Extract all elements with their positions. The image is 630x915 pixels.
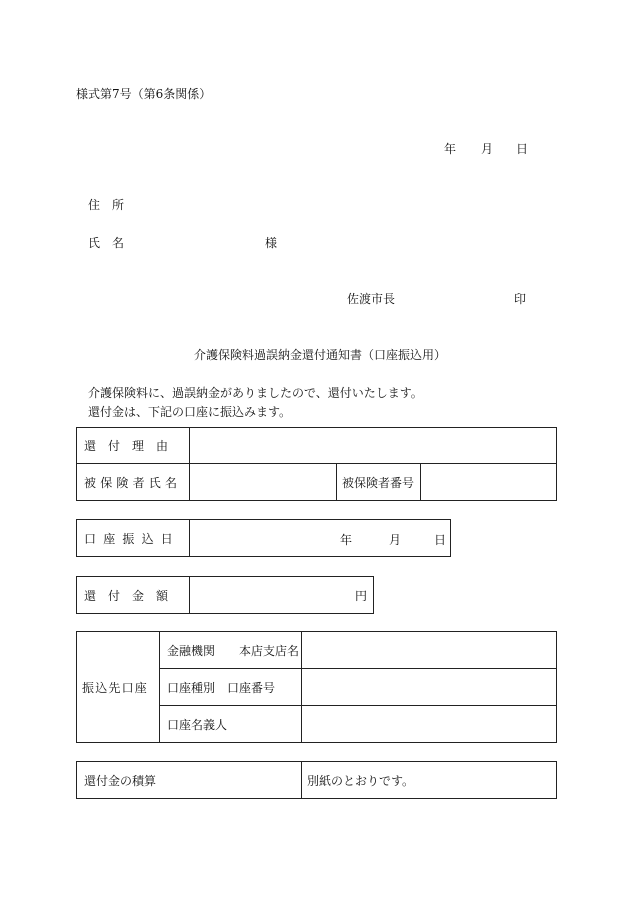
seal-mark: 印 bbox=[514, 292, 527, 306]
refund-amount-field[interactable] bbox=[190, 577, 374, 614]
date-year-label: 年 bbox=[444, 142, 457, 156]
account-type-number-label: 口座種別 口座番号 bbox=[160, 669, 302, 706]
insured-name-field[interactable] bbox=[190, 464, 337, 501]
yen-unit: 円 bbox=[354, 588, 367, 603]
issuer: 佐渡市長 bbox=[347, 292, 396, 306]
transfer-date-day: 日 bbox=[434, 533, 447, 547]
account-holder-field[interactable] bbox=[302, 706, 557, 743]
date-day-label: 日 bbox=[516, 142, 529, 156]
account-holder-label: 口座名義人 bbox=[160, 706, 302, 743]
honorific: 様 bbox=[265, 236, 278, 250]
transfer-date-label: 口座振込日 bbox=[77, 520, 190, 557]
body-line-1: 介護保険料に、過誤納金がありましたので、還付いたします。 bbox=[88, 386, 423, 400]
reason-table bbox=[76, 427, 557, 501]
insured-number-field[interactable] bbox=[421, 464, 557, 501]
refund-amount-label: 還 付 金 額 bbox=[77, 577, 190, 614]
transfer-date-field[interactable] bbox=[190, 520, 451, 557]
refund-reason-label: 還 付 理 由 bbox=[77, 428, 190, 464]
body-line-2: 還付金は、下記の口座に振込みます。 bbox=[88, 405, 292, 419]
destination-account-label: 振込先口座 bbox=[77, 632, 160, 743]
calculation-table bbox=[76, 761, 557, 799]
refund-calculation-value: 別紙のとおりです。 bbox=[302, 762, 557, 799]
insured-number-label: 被保険者番号 bbox=[337, 464, 421, 501]
date-month-label: 月 bbox=[481, 142, 494, 156]
address-label: 住 所 bbox=[88, 198, 125, 212]
name-label: 氏 名 bbox=[88, 236, 125, 250]
bank-branch-label: 金融機関 本店支店名 bbox=[160, 632, 302, 669]
account-type-number-field[interactable] bbox=[302, 669, 557, 706]
document-title: 介護保険料過誤納金還付通知書（口座振込用） bbox=[194, 348, 447, 362]
bank-branch-field[interactable] bbox=[302, 632, 557, 669]
insured-name-label: 被保険者氏名 bbox=[77, 464, 190, 501]
amount-table bbox=[76, 576, 374, 614]
transfer-date-year: 年 bbox=[340, 533, 353, 547]
refund-reason-field[interactable] bbox=[190, 428, 557, 464]
transfer-date-month: 月 bbox=[389, 533, 402, 547]
transfer-date-table bbox=[76, 519, 451, 557]
refund-calculation-label: 還付金の積算 bbox=[77, 762, 302, 799]
form-number: 様式第7号（第6条関係） bbox=[76, 87, 212, 101]
account-table bbox=[76, 631, 557, 743]
